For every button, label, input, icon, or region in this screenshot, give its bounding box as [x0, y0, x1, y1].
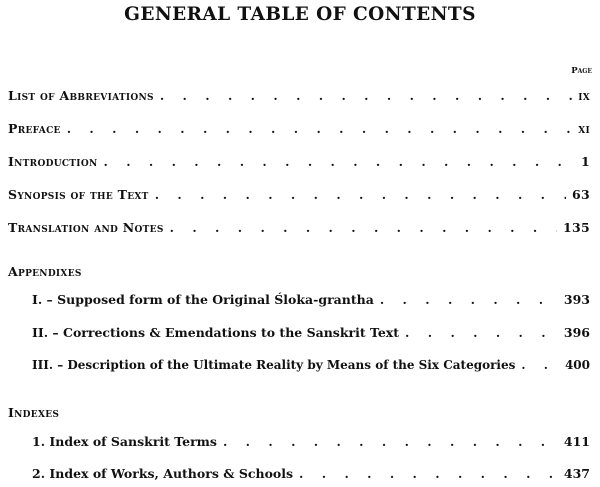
dot-leader: [380, 292, 558, 307]
toc-entry-index-1[interactable]: [32, 434, 590, 452]
toc-entry-page: ix: [578, 88, 590, 103]
toc-entry-label: Translation and Notes: [8, 220, 164, 235]
toc-entry-label: 2. Index of Works, Authors & Schools: [32, 466, 294, 481]
toc-entry-introduction[interactable]: [8, 154, 590, 172]
dot-leader: [170, 220, 557, 235]
toc-entry-page: 411: [563, 434, 590, 449]
page-title: GENERAL TABLE OF CONTENTS: [124, 4, 476, 25]
toc-entry-translation[interactable]: [8, 220, 590, 238]
page-column-header: Page: [571, 66, 592, 76]
indexes-heading: Indexes: [8, 405, 60, 420]
toc-entry-label: Introduction: [8, 154, 98, 169]
toc-entry-page: 400: [564, 358, 590, 372]
toc-entry-label: Preface: [8, 121, 61, 136]
toc-entry-page: 63: [572, 187, 590, 202]
toc-entry-label: II. – Corrections & Emendations to the Sanskrit Text: [32, 325, 400, 340]
toc-entry-synopsis[interactable]: [8, 187, 590, 205]
toc-entry-index-2[interactable]: [32, 466, 590, 484]
toc-entry-page: xi: [578, 121, 590, 136]
toc-entry-label: 1. Index of Sanskrit Terms: [32, 434, 217, 449]
toc-entry-page: 1: [581, 154, 590, 169]
appendixes-heading: Appendixes: [8, 264, 82, 279]
toc-entry-label: I. – Supposed form of the Original Śloka-grantha: [32, 292, 374, 307]
toc-entry-appendix-2[interactable]: [32, 325, 590, 343]
toc-entry-abbreviations[interactable]: [8, 88, 590, 106]
toc-entry-label: List of Abbreviations: [8, 88, 154, 103]
toc-entry-page: 393: [563, 292, 590, 307]
toc-entry-label: III. – Description of the Ultimate Reality by Means of the Six Categories: [32, 358, 516, 372]
dot-leader: [155, 187, 566, 202]
toc-entry-appendix-3[interactable]: [32, 358, 590, 376]
dot-leader: [405, 325, 558, 340]
toc-entry-appendix-1[interactable]: [32, 292, 590, 310]
dot-leader: [67, 121, 572, 136]
dot-leader: [223, 434, 558, 449]
dot-leader: [521, 358, 559, 372]
toc-entry-preface[interactable]: [8, 121, 590, 139]
toc-entry-page: 437: [563, 466, 590, 481]
dot-leader: [103, 154, 575, 169]
dot-leader: [160, 88, 572, 103]
toc-entry-page: 135: [563, 220, 590, 235]
dot-leader: [299, 466, 558, 481]
toc-entry-label: Synopsis of the Text: [8, 187, 149, 202]
toc-entry-page: 396: [563, 325, 590, 340]
